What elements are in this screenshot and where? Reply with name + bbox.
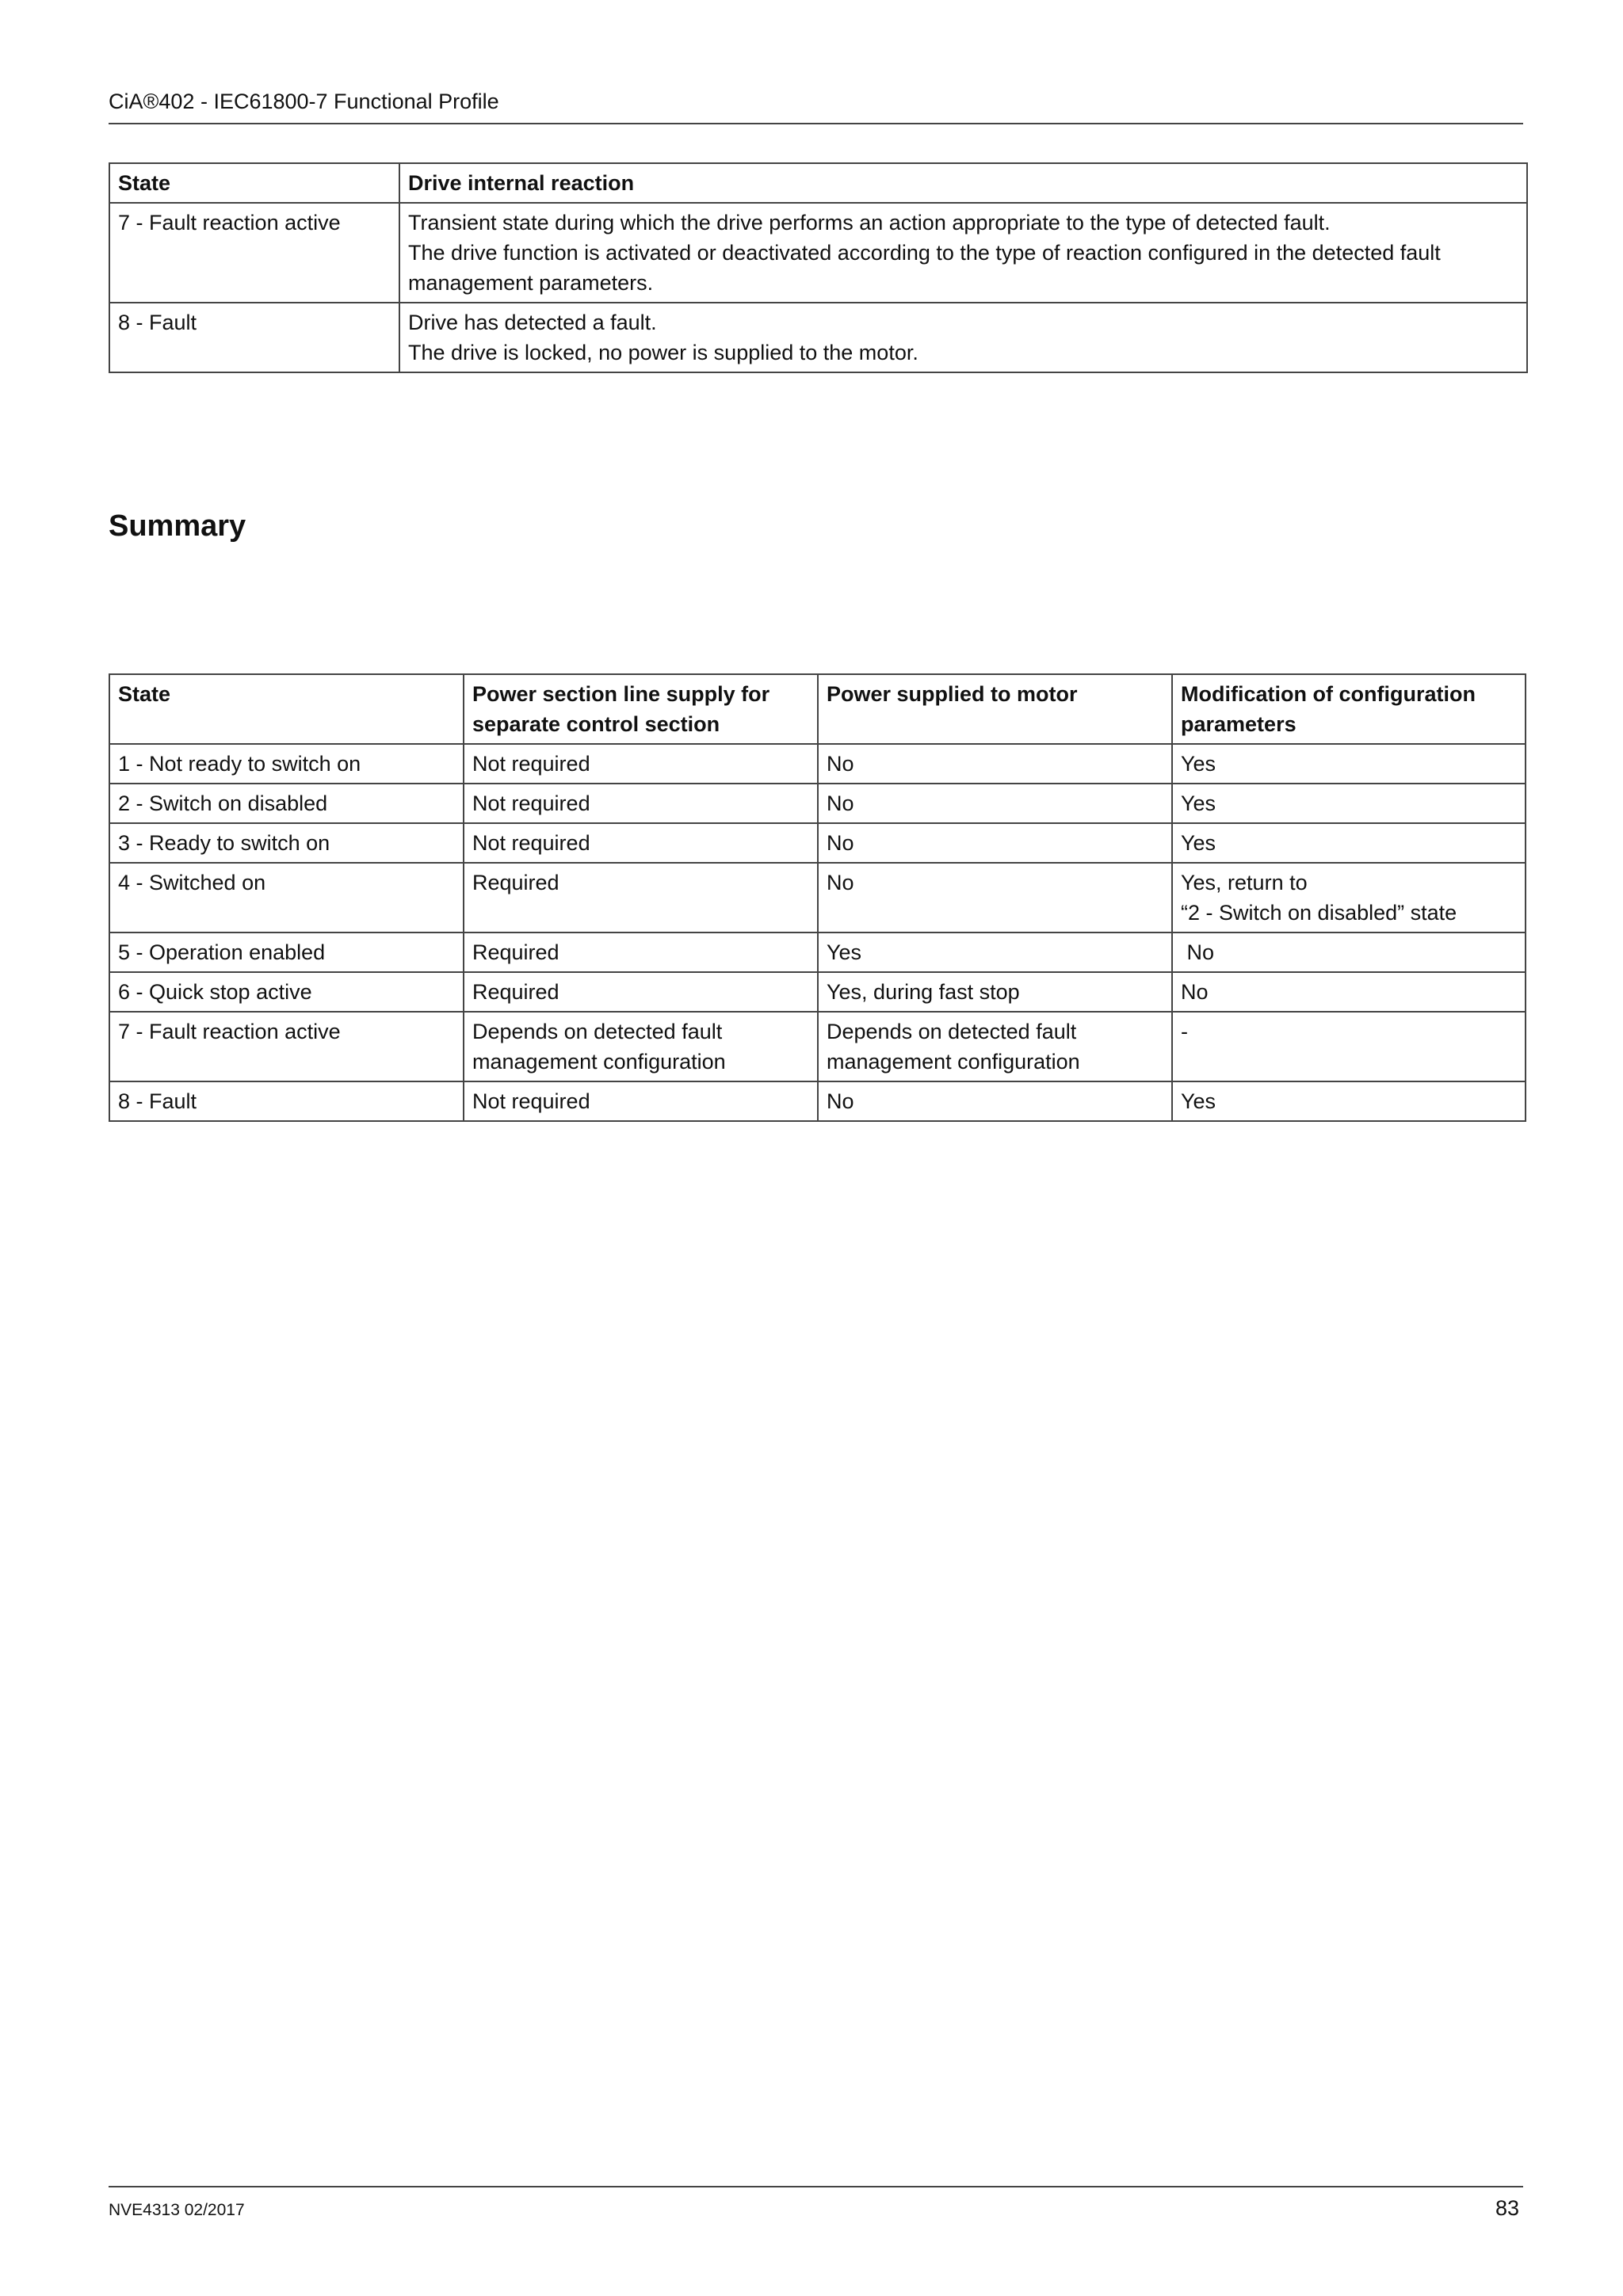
table-row xyxy=(109,933,1526,972)
line-supply-cell: Not required xyxy=(464,784,818,823)
reaction-line: Drive has detected a fault. xyxy=(408,311,657,334)
drive-reaction-table xyxy=(109,162,1528,373)
modification-cell xyxy=(1172,933,1526,972)
modification-line: Yes xyxy=(1181,831,1216,855)
line-supply-cell: Required xyxy=(464,863,818,933)
footer-document-reference: NVE4313 02/2017 xyxy=(109,2201,245,2219)
reaction-cell xyxy=(399,203,1527,303)
reaction-cell xyxy=(399,303,1527,372)
state-cell: 5 - Operation enabled xyxy=(109,933,464,972)
table-row xyxy=(109,784,1526,823)
table-row xyxy=(109,744,1526,784)
modification-line: Yes xyxy=(1181,1089,1216,1113)
state-cell: 8 - Fault xyxy=(109,1081,464,1121)
modification-line: Yes, return to xyxy=(1181,871,1308,894)
motor-power-cell: No xyxy=(818,784,1172,823)
table-row xyxy=(109,972,1526,1012)
modification-cell xyxy=(1172,823,1526,863)
motor-power-cell: Yes, during fast stop xyxy=(818,972,1172,1012)
column-header-state: State xyxy=(109,163,399,203)
table-row xyxy=(109,863,1526,933)
column-header-motor-power: Power supplied to motor xyxy=(818,674,1172,744)
modification-line: “2 - Switch on disabled” state xyxy=(1181,901,1457,925)
modification-cell xyxy=(1172,863,1526,933)
state-cell: 8 - Fault xyxy=(109,303,399,372)
page-number: 83 xyxy=(1495,2196,1519,2220)
table-row xyxy=(109,303,1527,372)
column-header-line-supply: Power section line supply for separate control section xyxy=(464,674,818,744)
modification-cell xyxy=(1172,784,1526,823)
motor-power-cell: No xyxy=(818,823,1172,863)
motor-power-cell: Yes xyxy=(818,933,1172,972)
line-supply-cell: Not required xyxy=(464,823,818,863)
line-supply-cell: Required xyxy=(464,933,818,972)
line-supply-cell: Not required xyxy=(464,1081,818,1121)
modification-line: No xyxy=(1181,940,1215,964)
motor-power-cell: Depends on detected fault management configuration xyxy=(818,1012,1172,1081)
table-header-row xyxy=(109,674,1526,744)
motor-power-cell: No xyxy=(818,1081,1172,1121)
table-row xyxy=(109,1012,1526,1081)
modification-line: Yes xyxy=(1181,752,1216,776)
state-cell: 1 - Not ready to switch on xyxy=(109,744,464,784)
state-cell: 7 - Fault reaction active xyxy=(109,203,399,303)
modification-line: - xyxy=(1181,1020,1188,1043)
modification-cell xyxy=(1172,1012,1526,1081)
footer-rule xyxy=(109,2186,1523,2187)
column-header-drive-internal-reaction: Drive internal reaction xyxy=(399,163,1527,203)
reaction-line: Transient state during which the drive performs an action appropriate to the type of detected fault. xyxy=(408,211,1331,235)
modification-cell xyxy=(1172,744,1526,784)
state-cell: 3 - Ready to switch on xyxy=(109,823,464,863)
table-row xyxy=(109,203,1527,303)
table-header-row xyxy=(109,163,1527,203)
modification-line: Yes xyxy=(1181,791,1216,815)
column-header-modification: Modification of configuration parameters xyxy=(1172,674,1526,744)
modification-cell xyxy=(1172,1081,1526,1121)
line-supply-cell: Required xyxy=(464,972,818,1012)
column-header-state: State xyxy=(109,674,464,744)
motor-power-cell: No xyxy=(818,744,1172,784)
reaction-line: The drive is locked, no power is supplied to the motor. xyxy=(408,341,918,364)
state-cell: 4 - Switched on xyxy=(109,863,464,933)
line-supply-cell: Depends on detected fault management configuration xyxy=(464,1012,818,1081)
modification-cell xyxy=(1172,972,1526,1012)
reaction-line: The drive function is activated or deactivated according to the type of reaction configured in the detected fault management parameters. xyxy=(408,241,1441,295)
state-cell: 7 - Fault reaction active xyxy=(109,1012,464,1081)
summary-table xyxy=(109,673,1526,1122)
section-heading-summary: Summary xyxy=(109,509,246,543)
motor-power-cell: No xyxy=(818,863,1172,933)
table-row xyxy=(109,823,1526,863)
header-rule xyxy=(109,123,1523,124)
state-cell: 6 - Quick stop active xyxy=(109,972,464,1012)
page-header-title: CiA®402 - IEC61800-7 Functional Profile xyxy=(109,90,499,113)
table-row xyxy=(109,1081,1526,1121)
modification-line: No xyxy=(1181,980,1209,1004)
state-cell: 2 - Switch on disabled xyxy=(109,784,464,823)
line-supply-cell: Not required xyxy=(464,744,818,784)
